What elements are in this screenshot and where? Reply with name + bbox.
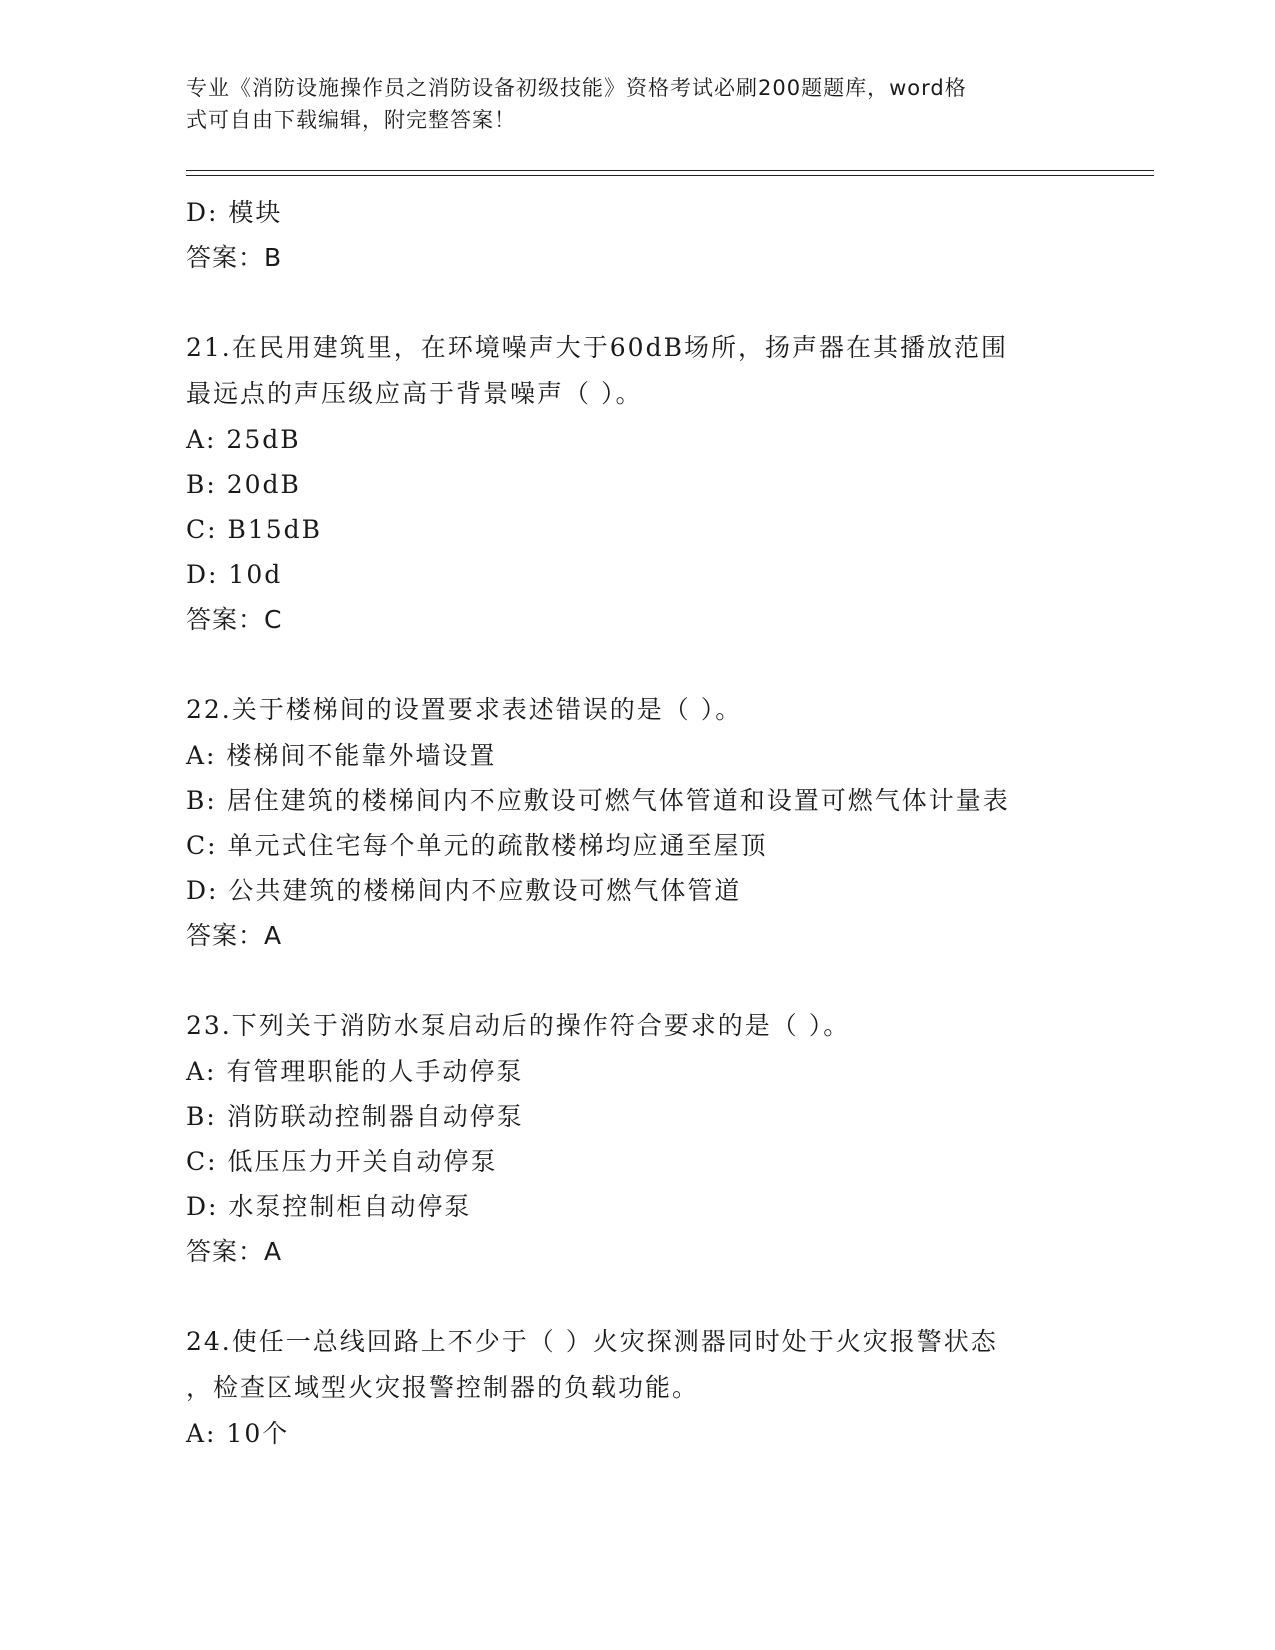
header-divider-bottom (186, 175, 1154, 176)
document-header (186, 72, 1066, 136)
option-d: D: 水泵控制柜自动停泵 (186, 1192, 472, 1221)
question-text-line-1: 24.使任一总线回路上不少于（ ）火灾探测器同时处于火灾报警状态 (186, 1327, 998, 1356)
option-b: B: 居住建筑的楼梯间内不应敷设可燃气体管道和设置可燃气体计量表 (186, 786, 1010, 815)
option-a: A: 25dB (186, 425, 301, 454)
question-text-line-1: 23.下列关于消防水泵启动后的操作符合要求的是（ ）。 (186, 1011, 851, 1040)
question-22 (186, 687, 1086, 959)
option-d: D: 公共建筑的楼梯间内不应敷设可燃气体管道 (186, 876, 742, 905)
option-c: C: 单元式住宅每个单元的疏散楼梯均应通至屋顶 (186, 831, 768, 860)
answer: 答案：B (186, 243, 283, 272)
header-line-2: 式可自由下载编辑，附完整答案！ (186, 108, 516, 132)
question-text-line-1: 21.在民用建筑里，在环境噪声大于60dB场所，扬声器在其播放范围 (186, 333, 1008, 362)
answer: 答案：A (186, 921, 283, 950)
answer: 答案：A (186, 1237, 283, 1266)
question-text-line-2: ，检查区域型火灾报警控制器的负载功能。 (186, 1373, 700, 1402)
option-a: A: 10个 (186, 1419, 290, 1448)
option-c: C: B15dB (186, 515, 323, 544)
question-24 (186, 1319, 1086, 1456)
option-b: B: 消防联动控制器自动停泵 (186, 1102, 524, 1131)
option-c: C: 低压压力开关自动停泵 (186, 1147, 498, 1176)
header-divider-top (186, 170, 1154, 171)
option-a: A: 有管理职能的人手动停泵 (186, 1057, 524, 1086)
question-text-line-2: 最远点的声压级应高于背景噪声（ ）。 (186, 379, 643, 408)
question-21 (186, 325, 1086, 643)
previous-question-tail (186, 190, 1086, 281)
option-d: D: 10d (186, 560, 283, 589)
question-list (186, 190, 1086, 1456)
answer: 答案：C (186, 605, 283, 634)
question-23 (186, 1003, 1086, 1275)
option-b: B: 20dB (186, 470, 301, 499)
question-text-line-1: 22.关于楼梯间的设置要求表述错误的是（ ）。 (186, 695, 743, 724)
option-a: A: 楼梯间不能靠外墙设置 (186, 741, 497, 770)
option-d: D: 模块 (186, 198, 283, 227)
header-line-1: 专业《消防设施操作员之消防设备初级技能》资格考试必刷200题题库，word格 (186, 76, 967, 100)
